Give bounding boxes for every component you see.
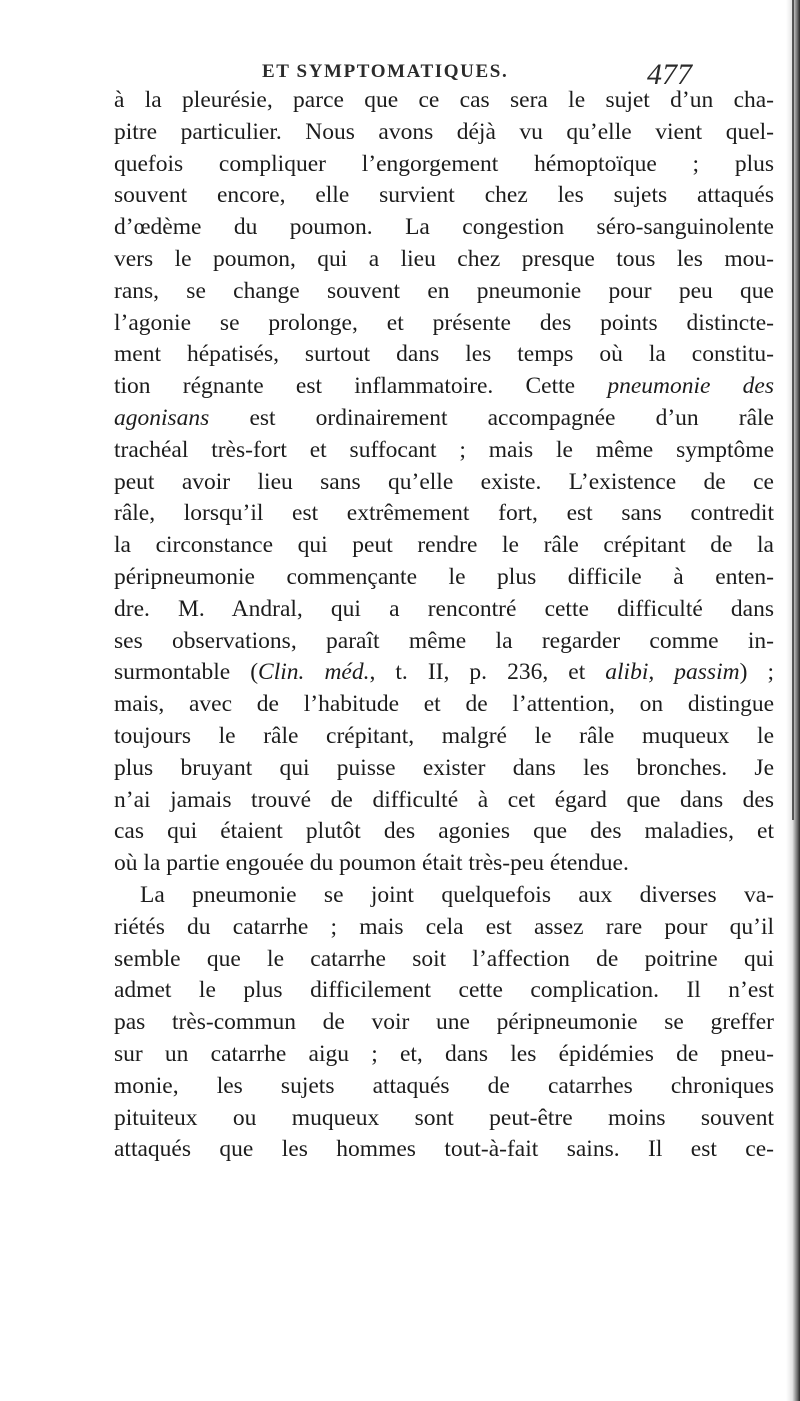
text-line-content: péripneumonie commençante le plus difficile à enten- (114, 563, 774, 590)
text-line-content: toujours le râle crépitant, malgré le râle muqueux le (114, 722, 774, 749)
text-line-content: trachéal très-fort et suffocant ; mais le même symptôme (114, 436, 774, 463)
text-line-content: d’œdème du poumon. La congestion séro-sanguinolente (114, 214, 774, 241)
text-line-content: n’ai jamais trouvé de difficulté à cet égard que dans des (114, 786, 774, 813)
text-line (114, 753, 774, 785)
page-number: 477 (647, 58, 692, 91)
text-line (114, 498, 774, 530)
text-line (114, 85, 774, 117)
text-line-content: mais, avec de l’habitude et de l’attention, on distingue (114, 691, 774, 718)
text-fragment: ) ; (739, 659, 774, 686)
text-fragment: surmontable ( (114, 659, 259, 686)
text-line-content: sur un catarrhe aigu ; et, dans les épidémies de pneu- (114, 1040, 774, 1067)
text-line-content: admet le plus difficilement cette complication. Il n’est (114, 977, 774, 1004)
text-line (114, 594, 774, 626)
text-line (114, 975, 774, 1007)
italic-citation: Clin. méd. (258, 659, 370, 686)
text-line-content: cas qui étaient plutôt des agonies que des maladies, et (114, 818, 774, 845)
text-line (114, 244, 774, 276)
text-line-content: où la partie engouée du poumon était très-peu étendue. (114, 850, 629, 877)
text-line-content: monie, les sujets attaqués de catarrhes chroniques (114, 1072, 774, 1099)
text-line-content: ses observations, paraît même la regarder comme in- (114, 627, 774, 654)
text-line-content: dre. M. Andral, qui a rencontré cette difficulté dans (114, 595, 774, 622)
text-line (114, 180, 774, 212)
text-line-content: attaqués que les hommes tout-à-fait sains. Il est ce- (114, 1136, 774, 1163)
text-line (114, 562, 774, 594)
text-line (114, 944, 774, 976)
text-line (114, 816, 774, 848)
text-line (114, 689, 774, 721)
text-line (114, 912, 774, 944)
text-line (114, 403, 774, 435)
text-line-content: pitre particulier. Nous avons déjà vu qu’elle vient quel- (114, 118, 774, 145)
text-line-content: l’agonie se prolonge, et présente des points distincte- (114, 309, 774, 336)
text-line (114, 276, 774, 308)
text-line (114, 212, 774, 244)
text-line (114, 785, 774, 817)
text-line-content: peut avoir lieu sans qu’elle existe. L’existence de ce (114, 468, 774, 495)
text-line (114, 1071, 774, 1103)
text-line-content: vers le poumon, qui a lieu chez presque tous les mou- (114, 245, 774, 272)
text-line (114, 530, 774, 562)
text-line-content: souvent encore, elle survient chez les sujets attaqués (114, 182, 774, 209)
text-fragment: est ordinairement accompagnée d’un râle (209, 404, 774, 431)
text-line-content: rans, se change souvent en pneumonie pour peu que (114, 277, 774, 304)
text-line (114, 467, 774, 499)
text-line (114, 339, 774, 371)
text-line-content: pituiteux ou muqueux sont peut-être moins souvent (114, 1104, 774, 1131)
text-line (114, 117, 774, 149)
text-line (114, 880, 774, 912)
text-line-content: riétés du catarrhe ; mais cela est assez rare pour qu’il (114, 913, 774, 940)
text-fragment: tion régnante est inflammatoire. Cette (114, 373, 608, 400)
text-line-content: plus bruyant qui puisse exister dans les bronches. Je (114, 754, 774, 781)
italic-citation: agonisans (114, 404, 210, 431)
text-line (114, 308, 774, 340)
running-title: ET SYMPTOMATIQUES. (262, 61, 509, 82)
text-line (114, 1134, 774, 1166)
text-line-content: la circonstance qui peut rendre le râle crépitant de la (114, 532, 774, 559)
page-edge-line (792, 0, 794, 820)
text-line-content: pas très-commun de voir une péripneumonie se greffer (114, 1009, 774, 1036)
text-line-content: semble que le catarrhe soit l’affection de poitrine qui (114, 945, 774, 972)
text-line (114, 1103, 774, 1135)
text-line (114, 848, 774, 880)
italic-citation: alibi, passim (605, 659, 740, 686)
italic-citation: pneumonie des (607, 373, 774, 400)
body-text (114, 85, 774, 1166)
text-line-content: La pneumonie se joint quelquefois aux diverses va- (140, 881, 774, 908)
text-line (114, 371, 774, 403)
text-line (114, 626, 774, 658)
text-line-content: à la pleurésie, parce que ce cas sera le sujet d’un cha- (114, 87, 774, 113)
text-line-content: ment hépatisés, surtout dans les temps où la constitu- (114, 341, 774, 368)
text-line-content: quefois compliquer l’engorgement hémoptoïque ; plus (114, 150, 774, 177)
text-line (114, 149, 774, 181)
text-line (114, 1007, 774, 1039)
text-line-content: râle, lorsqu’il est extrêmement fort, est sans contredit (114, 500, 774, 527)
text-line (114, 657, 774, 689)
text-line (114, 721, 774, 753)
text-fragment: , t. II, p. 236, et (369, 659, 606, 686)
text-line (114, 1039, 774, 1071)
text-line (114, 435, 774, 467)
